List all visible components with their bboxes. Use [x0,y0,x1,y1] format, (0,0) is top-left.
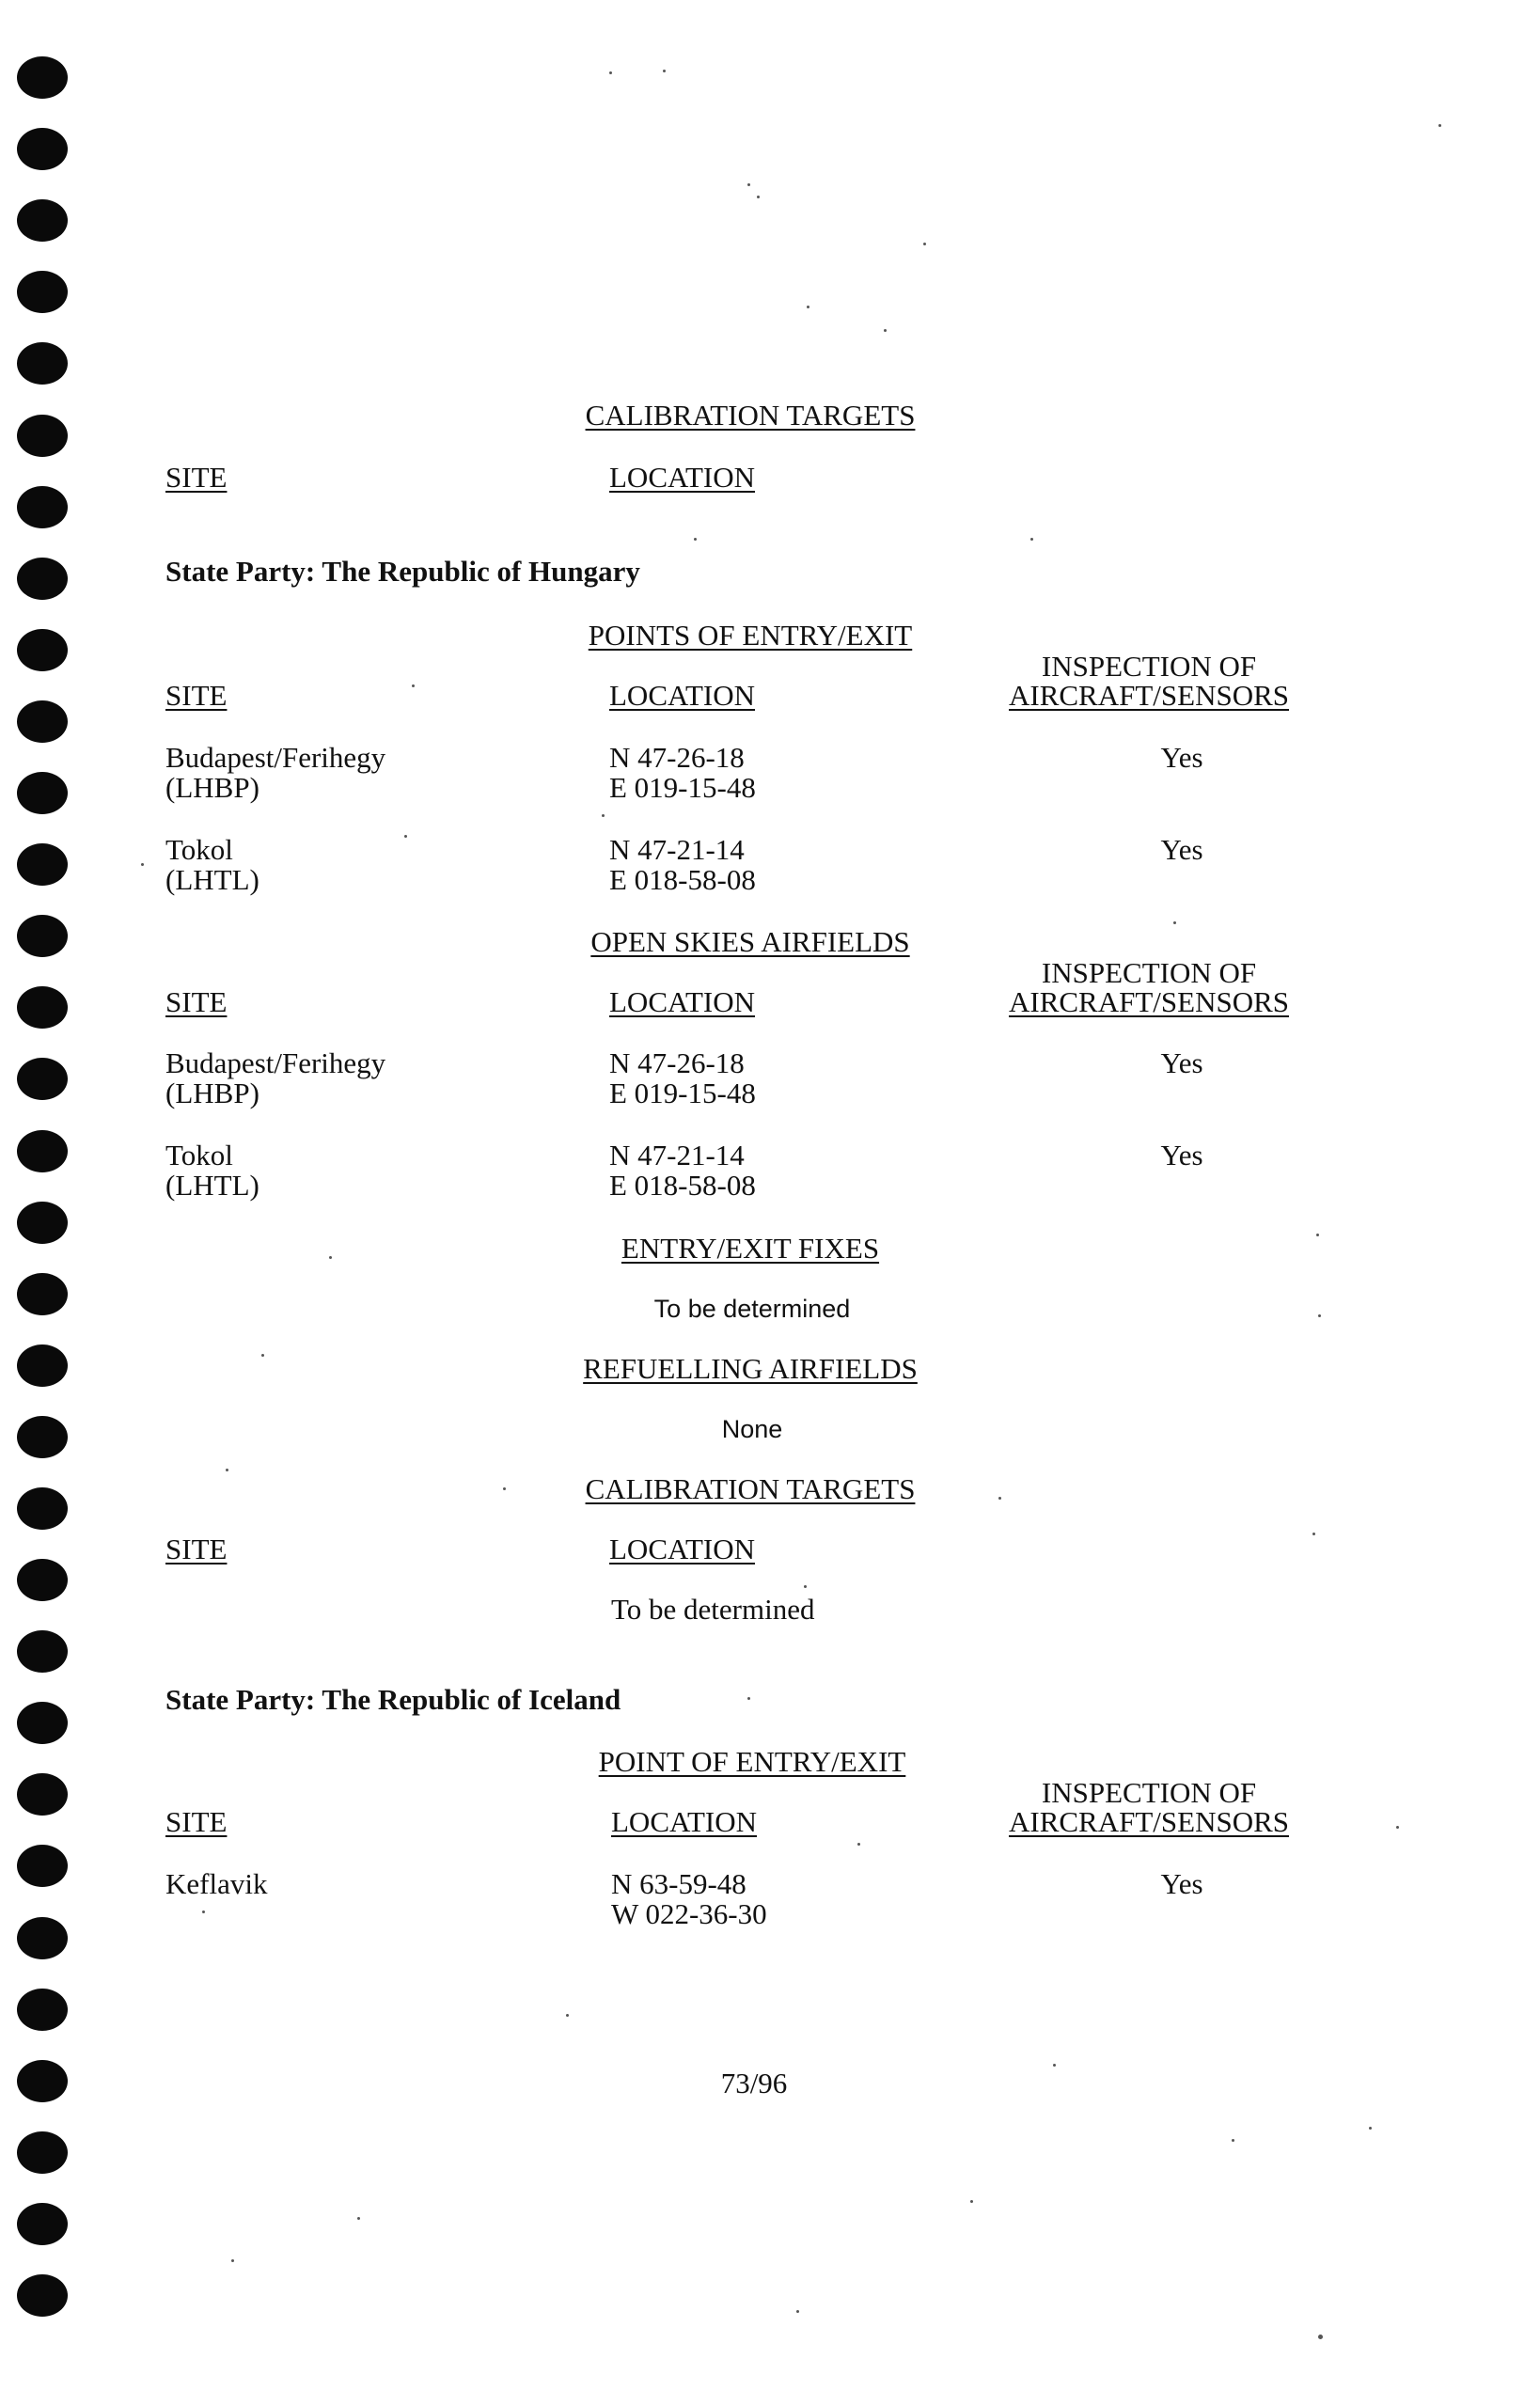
longitude: W 022-36-30 [611,1897,767,1930]
page-number: 73/96 [720,2067,788,2099]
punch-hole [17,56,68,99]
binder-punch-holes [17,56,70,2351]
punch-hole [17,342,68,385]
calibration-targets-heading: CALIBRATION TARGETS [585,1472,916,1505]
punch-hole [17,415,68,457]
punch-hole [17,1845,68,1887]
punch-hole [17,2131,68,2174]
point-of-entry-heading: POINT OF ENTRY/EXIT [598,1745,906,1778]
site-code: (LHTL) [165,1169,259,1202]
punch-hole [17,1989,68,2031]
latitude: N 47-26-18 [609,1046,745,1079]
state-party-heading: State Party: The Republic of Hungary [165,555,640,588]
inspection-value: Yes [1160,741,1203,774]
inspection-value: Yes [1160,1046,1203,1079]
col-inspection-label-line1: INSPECTION OF [1041,956,1257,989]
col-inspection-label-line1: INSPECTION OF [1041,1776,1257,1809]
state-party-heading: State Party: The Republic of Iceland [165,1683,621,1716]
punch-hole [17,199,68,242]
latitude: N 63-59-48 [611,1867,746,1900]
punch-hole [17,629,68,671]
site-code: (LHBP) [165,771,259,804]
inspection-value: Yes [1160,1139,1203,1171]
latitude: N 47-26-18 [609,741,745,774]
site-code: (LHBP) [165,1077,259,1109]
col-site-label: SITE [165,461,228,494]
entry-exit-fixes-heading: ENTRY/EXIT FIXES [621,1232,880,1265]
col-location-label: LOCATION [611,1805,757,1838]
punch-hole [17,915,68,957]
col-location-label: LOCATION [609,461,755,494]
punch-hole [17,1273,68,1315]
latitude: N 47-21-14 [609,833,745,866]
punch-hole [17,271,68,313]
punch-hole [17,2274,68,2317]
punch-hole [17,1416,68,1458]
site-name: Tokol [165,1139,233,1171]
open-skies-airfields-heading: OPEN SKIES AIRFIELDS [590,925,910,958]
site-name: Tokol [165,833,233,866]
punch-hole [17,700,68,743]
punch-hole [17,2203,68,2245]
col-site-label: SITE [165,985,228,1018]
col-site-label: SITE [165,1533,228,1565]
punch-hole [17,558,68,600]
punch-hole [17,772,68,814]
punch-hole [17,1773,68,1816]
punch-hole [17,1917,68,1959]
punch-hole [17,1702,68,1744]
punch-hole [17,2060,68,2102]
punch-hole [17,1487,68,1530]
punch-hole [17,128,68,170]
col-site-label: SITE [165,679,228,712]
calibration-targets-value: To be determined [611,1593,815,1626]
longitude: E 019-15-48 [609,1077,756,1109]
site-name: Budapest/Ferihegy [165,741,386,774]
punch-hole [17,1202,68,1244]
site-name: Keflavik [165,1867,268,1900]
punch-hole [17,986,68,1029]
longitude: E 018-58-08 [609,863,756,896]
punch-hole [17,1130,68,1172]
col-inspection-label-line2: AIRCRAFT/SENSORS [1008,1805,1290,1838]
col-site-label: SITE [165,1805,228,1838]
longitude: E 019-15-48 [609,771,756,804]
inspection-value: Yes [1160,833,1203,866]
longitude: E 018-58-08 [609,1169,756,1202]
site-code: (LHTL) [165,863,259,896]
col-inspection-label-line2: AIRCRAFT/SENSORS [1008,985,1290,1018]
refuelling-airfields-heading: REFUELLING AIRFIELDS [583,1352,918,1385]
refuelling-airfields-value: None [721,1415,783,1443]
inspection-value: Yes [1160,1867,1203,1900]
entry-exit-fixes-value: To be determined [653,1295,851,1323]
col-location-label: LOCATION [609,1533,755,1565]
calibration-targets-heading: CALIBRATION TARGETS [585,399,916,432]
site-name: Budapest/Ferihegy [165,1046,386,1079]
col-location-label: LOCATION [609,985,755,1018]
col-inspection-label-line1: INSPECTION OF [1041,650,1257,683]
points-of-entry-heading: POINTS OF ENTRY/EXIT [588,619,913,652]
punch-hole [17,486,68,528]
col-inspection-label-line2: AIRCRAFT/SENSORS [1008,679,1290,712]
punch-hole [17,1344,68,1387]
latitude: N 47-21-14 [609,1139,745,1171]
punch-hole [17,1058,68,1100]
punch-hole [17,1630,68,1673]
punch-hole [17,1559,68,1601]
col-location-label: LOCATION [609,679,755,712]
punch-hole [17,843,68,886]
